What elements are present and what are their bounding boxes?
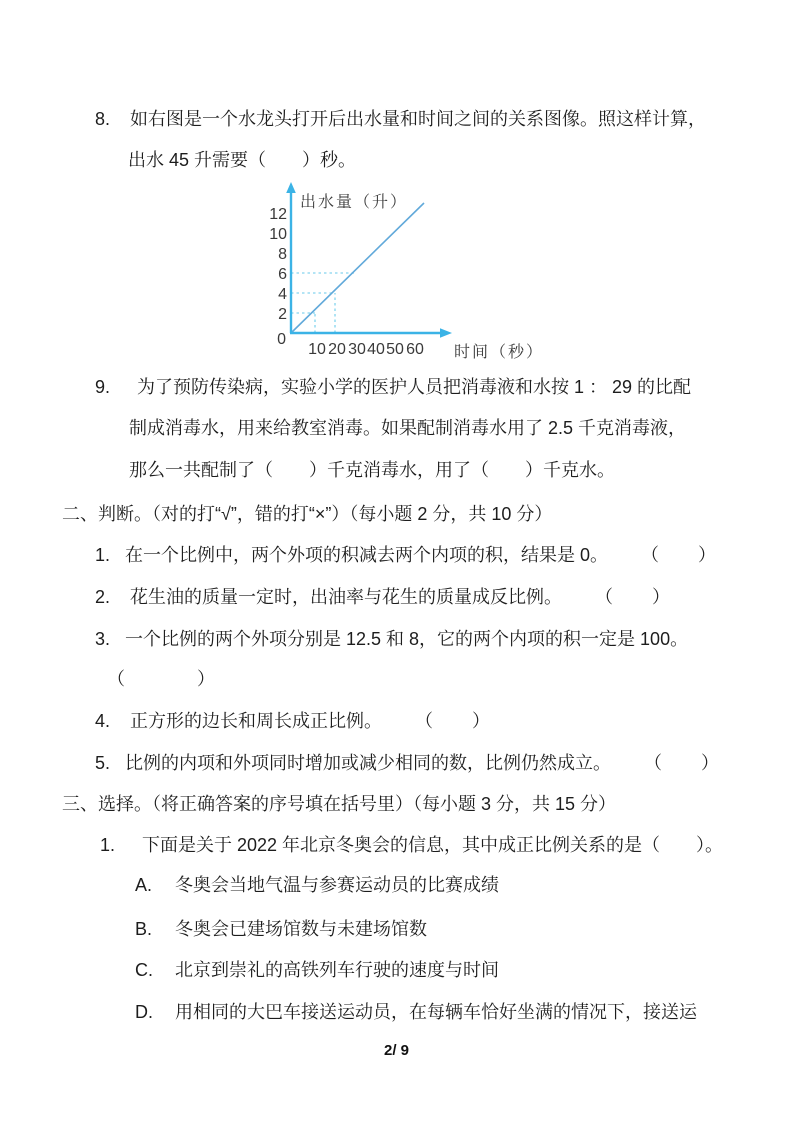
- choice-option-b: [135, 916, 427, 942]
- y-axis-arrow-icon: [286, 182, 296, 193]
- y-tick: 2: [278, 306, 287, 323]
- item-number: 5.: [95, 753, 111, 773]
- option-letter: D.: [135, 1002, 153, 1022]
- item-number: 1.: [100, 835, 116, 855]
- option-letter: A.: [135, 875, 153, 895]
- y-tick: 8: [278, 246, 287, 263]
- answer-bracket: （ ）: [107, 669, 227, 689]
- judgment-item-3-bracket-line: [107, 666, 227, 692]
- question-9-line-2: [129, 415, 686, 441]
- section-3-header: [62, 791, 616, 817]
- question-8-number: 8.: [95, 109, 111, 129]
- x-axis-arrow-icon: [440, 328, 452, 338]
- answer-bracket: （ ）: [424, 711, 491, 731]
- item-text: 花生油的质量一定时，出油率与花生的质量成反比例。: [130, 587, 562, 607]
- option-text: 冬奥会当地气温与参赛运动员的比赛成绩: [175, 875, 499, 895]
- page-number: 2/ 9: [383, 1042, 410, 1059]
- question-9-number: 9.: [95, 377, 111, 397]
- item-text: 在一个比例中，两个外项的积减去两个内项的积，结果是 0。: [125, 545, 609, 565]
- y-tick: 12: [269, 206, 287, 223]
- question-9-text-continued: 那么一共配制了（ ）千克消毒水，用了（ ）千克水。: [129, 460, 615, 480]
- x-tick: 20: [328, 341, 346, 358]
- choice-option-d: [135, 999, 697, 1025]
- section-2-header-text: 二、判断。（对的打“√”，错的打“×”）（每小题 2 分，共 10 分）: [62, 504, 553, 524]
- judgment-item-5: [95, 750, 720, 776]
- x-tick: 60: [406, 341, 424, 358]
- section-2-header: [62, 501, 552, 527]
- x-tick: 40: [367, 341, 385, 358]
- x-tick: 30: [348, 341, 366, 358]
- x-tick: 10: [308, 341, 326, 358]
- x-tick: 50: [386, 341, 404, 358]
- item-text: 一个比例的两个外项分别是 12.5 和 8，它的两个内项的积一定是 100。: [125, 629, 689, 649]
- answer-bracket: （ ）: [653, 753, 720, 773]
- chart-data-line: [291, 203, 424, 333]
- question-8-text-continued: 出水 45 升需要（ ）秒。: [128, 150, 357, 170]
- item-number: 4.: [95, 711, 111, 731]
- choice-question-1: [100, 832, 723, 858]
- answer-bracket: （ ）: [650, 545, 718, 565]
- item-number: 1.: [95, 545, 111, 565]
- item-text: 比例的内项和外项同时增加或减少相同的数，比例仍然成立。: [125, 753, 611, 773]
- section-3-header-text: 三、选择。（将正确答案的序号填在括号里）（每小题 3 分，共 15 分）: [62, 794, 617, 814]
- option-text: 冬奥会已建场馆数与未建场馆数: [175, 919, 427, 939]
- option-letter: B.: [135, 919, 153, 939]
- judgment-item-2: [95, 584, 671, 610]
- question-9-text-continued: 制成消毒水，用来给教室消毒。如果配制消毒水用了 2.5 千克消毒液，: [129, 418, 687, 438]
- question-8-text: 如右图是一个水龙头打开后出水量和时间之间的关系图像。照这样计算，: [130, 109, 706, 129]
- item-text: 下面是关于 2022 年北京冬奥会的信息，其中成正比例关系的是（ ）。: [142, 835, 724, 855]
- answer-bracket: （ ）: [604, 587, 671, 607]
- y-axis-tick-labels: [269, 206, 287, 348]
- question-9-text: 为了预防传染病，实验小学的医护人员把消毒液和水按 1 ： 29 的比配: [137, 377, 692, 397]
- judgment-item-1: [95, 542, 717, 568]
- question-9-line-1: [95, 374, 691, 400]
- item-text: 正方形的边长和周长成正比例。: [130, 711, 382, 731]
- x-axis-tick-labels: [308, 341, 424, 358]
- question-8-line-2: [128, 147, 356, 173]
- judgment-item-4: [95, 708, 491, 734]
- item-number: 2.: [95, 587, 111, 607]
- question-9-line-3: [129, 457, 615, 483]
- y-tick: 10: [269, 226, 287, 243]
- y-tick: 6: [278, 266, 287, 283]
- option-text: 北京到崇礼的高铁列车行驶的速度与时间: [175, 960, 499, 980]
- item-number: 3.: [95, 629, 111, 649]
- option-text: 用相同的大巴车接送运动员，在每辆车恰好坐满的情况下，接送运: [175, 1002, 697, 1022]
- question-8-line-1: [95, 106, 706, 132]
- y-tick: 4: [278, 286, 287, 303]
- x-axis-title: 时间（秒）: [454, 344, 545, 361]
- judgment-item-3: [95, 626, 688, 652]
- option-letter: C.: [135, 960, 153, 980]
- choice-option-a: [135, 872, 499, 898]
- water-output-time-chart: [253, 178, 553, 373]
- y-axis-title: 出水量（升）: [300, 194, 409, 211]
- origin-tick: 0: [277, 331, 286, 348]
- choice-option-c: [135, 957, 499, 983]
